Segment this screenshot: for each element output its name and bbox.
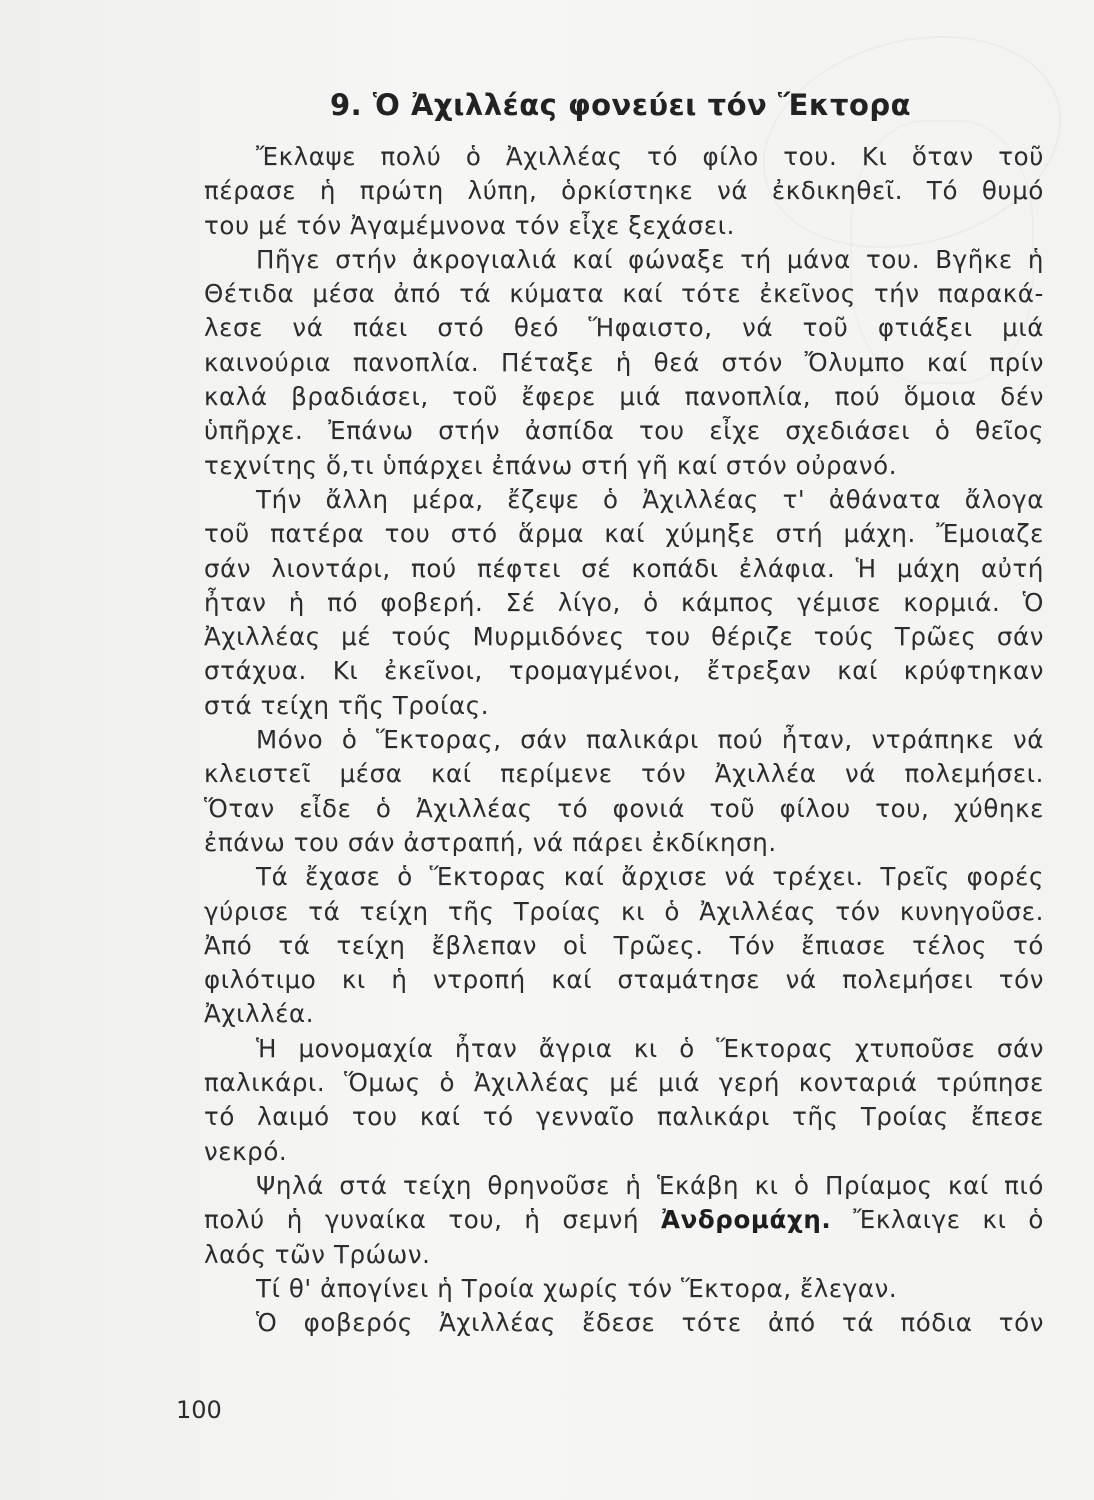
text-line: γύρισε τά τείχη τῆς Τροίας κι ὁ Ἀχιλλέας τόν κυνηγοῦσε.	[204, 896, 1044, 926]
text-segment: Ἔκλαιγε κι ὁ	[831, 1205, 1044, 1235]
bold-name: Ἀνδρομάχη.	[661, 1205, 832, 1235]
text-line: τό λαιμό του καί τό γενναῖο παλικάρι τῆς Τροίας ἔπεσε	[204, 1102, 1044, 1132]
text-line: Ὅταν εἶδε ὁ Ἀχιλλέας τό φονιά τοῦ φίλου του, χύθηκε	[204, 793, 1044, 823]
text-line: νεκρό.	[204, 1136, 288, 1166]
text-line: ἦταν ἡ πό φοβερή. Σέ λίγο, ὁ κάμπος γέμισε κορμιά. Ὁ	[204, 587, 1044, 617]
text-line: λαός τῶν Τρώων.	[204, 1239, 431, 1269]
text-line: ὑπῆρχε. Ἐπάνω στήν ἀσπίδα του εἶχε σχεδιάσει ὁ θεῖος	[204, 416, 1044, 446]
text-line: λεσε νά πάει στό θεό Ἥφαιστο, νά τοῦ φτιάξει μιά	[204, 313, 1044, 343]
text-line: κλειστεῖ μέσα καί περίμενε τόν Ἀχιλλέα νά πολεμήσει.	[204, 759, 1044, 789]
text-line: στάχυα. Κι ἐκεῖνοι, τρομαγμένοι, ἔτρεξαν καί κρύφτηκαν	[204, 656, 1044, 686]
text-line: καλά βραδιάσει, τοῦ ἔφερε μιά πανοπλία, πού ὅμοια δέν	[204, 382, 1044, 412]
text-line: Ἀχιλλέα.	[204, 999, 315, 1029]
text-line: Θέτιδα μέσα ἀπό τά κύματα καί τότε ἐκεῖνος τήν παρακά-	[204, 279, 1044, 309]
text-line	[204, 1203, 1044, 1237]
chapter-title: 9. Ὁ Ἀχιλλέας φονεύει τόν Ἕκτορα	[330, 88, 912, 122]
text-line: παλικάρι. Ὅμως ὁ Ἀχιλλέας μέ μιά γερή κονταριά τρύπησε	[204, 1068, 1044, 1098]
text-line: φιλότιμο κι ἡ ντροπή καί σταμάτησε νά πολεμήσει τόν	[204, 965, 1044, 995]
text-line: Πῆγε στήν ἀκρογιαλιά καί φώναξε τή μάνα του. Βγῆκε ἡ	[256, 244, 1044, 274]
text-line: σάν λιοντάρι, πού πέφτει σέ κοπάδι ἐλάφια. Ἡ μάχη αὐτή	[204, 553, 1044, 583]
text-line: πέρασε ἡ πρώτη λύπη, ὁρκίστηκε νά ἐκδικηθεῖ. Τό θυμό	[204, 176, 1044, 206]
text-line: Ἔκλαψε πολύ ὁ Ἀχιλλέας τό φίλο του. Κι ὅταν τοῦ	[256, 142, 1044, 171]
text-line: Τά ἔχασε ὁ Ἕκτορας καί ἄρχισε νά τρέχει. Τρεῖς φορές	[256, 862, 1044, 892]
text-line: Μόνο ὁ Ἕκτορας, σάν παλικάρι πού ἦταν, ντράπηκε νά	[256, 725, 1044, 755]
text-line: Τήν ἄλλη μέρα, ἔζεψε ὁ Ἀχιλλέας τ' ἀθάνατα ἄλογα	[256, 484, 1044, 514]
text-line: στά τείχη τῆς Τροίας.	[204, 690, 490, 720]
text-line: Ἡ μονομαχία ἦταν ἄγρια κι ὁ Ἕκτορας χτυποῦσε σάν	[256, 1033, 1044, 1063]
text-line: Ἀπό τά τείχη ἔβλεπαν οἱ Τρῶες. Τόν ἔπιασε τέλος τό	[204, 930, 1044, 960]
text-line: καινούρια πανοπλία. Πέταξε ἡ θεά στόν Ὄλυμπο καί πρίν	[204, 347, 1044, 377]
text-line: ἐπάνω του σάν ἀστραπή, νά πάρει ἐκδίκηση.	[204, 827, 777, 857]
text-line: Τί θ' ἀπογίνει ἡ Τροία χωρίς τόν Ἕκτορα, ἔλεγαν.	[256, 1273, 898, 1303]
text-line: Ὁ φοβερός Ἀχιλλέας ἔδεσε τότε ἀπό τά πόδια τόν	[256, 1308, 1044, 1338]
text-line: τεχνίτης ὅ,τι ὑπάρχει ἐπάνω στή γῆ καί στόν οὐρανό.	[204, 450, 898, 480]
text-line: Ἀχιλλέας μέ τούς Μυρμιδόνες του θέριζε τούς Τρῶες σάν	[204, 622, 1044, 652]
text-line: Ψηλά στά τείχη θρηνοῦσε ἡ Ἑκάβη κι ὁ Πρίαμος καί πιό	[256, 1170, 1044, 1200]
text-line: του μέ τόν Ἀγαμέμνονα τόν εἶχε ξεχάσει.	[204, 210, 736, 240]
body-text	[204, 140, 1044, 1340]
page-number: 100	[176, 1396, 222, 1424]
text-line: τοῦ πατέρα του στό ἅρμα καί χύμηξε στή μάχη. Ἔμοιαζε	[204, 519, 1044, 549]
text-segment: πολύ ἡ γυναίκα του, ἡ σεμνή	[204, 1205, 662, 1235]
